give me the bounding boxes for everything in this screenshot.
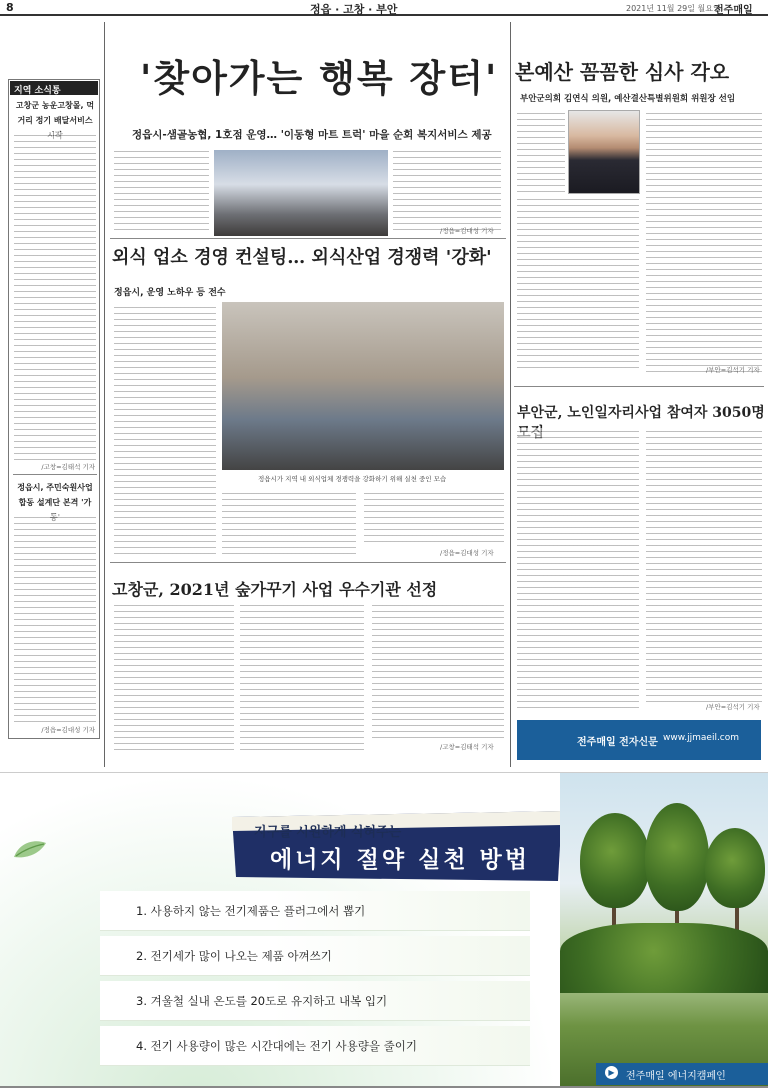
lead-signature: /정읍=김대성 기자 [440,227,494,235]
promo-name: 전주매일 전자신문 [577,737,658,748]
e-newspaper-promo [517,720,761,760]
story1-signature: /고창=김태석 기자 [41,463,95,471]
tip-text: 2. 전기세가 많이 나오는 제품 아껴쓰기 [136,949,332,963]
restaurant-signature: /정읍=김대성 기자 [440,549,494,557]
councillor-portrait [568,110,640,194]
list-item [100,891,530,931]
page-number: 8 [6,1,14,14]
list-item [100,1026,530,1066]
tree-icon [705,828,765,908]
tree-icon [645,803,709,911]
divider [514,386,764,387]
lead-subheadline: 정읍시-샘골농협, 1호점 운영… '이동형 마트 트럭' 마을 순회 복지서비스 제공 [132,129,492,141]
restaurant-headline: 외식 업소 경영 컨설팅… 외식산업 경쟁력 '강화' [112,247,492,268]
tip-text: 3. 겨울철 실내 온도를 20도로 유지하고 내복 입기 [136,994,388,1008]
lead-headline: '찾아가는 행복 장터' [140,56,499,100]
masthead [0,0,768,16]
divider [13,474,97,475]
list-item [100,981,530,1021]
jobs-body-col2 [646,428,762,704]
section-title: 정읍 · 고창 · 부안 [310,3,398,16]
forest-signature: /고창=김태석 기자 [440,743,494,751]
lead-body-col3 [393,148,501,232]
ad-footer-text: 전주매일 에너지캠페인 [626,1071,726,1082]
restaurant-byline: 정읍시, 운영 노하우 등 전수 [114,288,226,298]
restaurant-body-col3 [364,490,504,544]
tree-icon [580,813,650,908]
play-icon: ▶ [605,1066,618,1079]
lead-body-col1 [114,148,209,234]
lead-photo [214,150,388,236]
local-news-box [8,79,100,739]
paper-name: 전주매일 [714,5,753,16]
jobs-body-col1 [517,428,639,710]
column-rule [510,22,511,767]
local-news-label: 지역 소식통 [10,81,98,95]
story2-headline: 정읍시, 주민숙원사업 합동 설계단 본격 '가 [17,483,93,507]
ad-title: 에너지 절약 실천 방법 [270,847,530,873]
story2-body [14,514,96,722]
restaurant-body-col1 [114,304,216,556]
restaurant-photo-caption: 정읍시가 지역 내 외식업체 경쟁력을 강화하기 위해 실천 중인 모습 [258,475,447,483]
energy-campaign-ad [0,772,768,1088]
restaurant-body-col2 [222,490,356,556]
forest-body-col3 [372,602,504,740]
story1-body [14,132,96,460]
budget-body-col1b [517,196,639,370]
budget-subheadline: 부안군의회 김연식 의원, 예산결산특별위원회 위원장 선임 [520,94,736,104]
budget-headline: 본예산 꼼꼼한 심사 각오 [515,60,730,84]
budget-body-col2 [646,110,762,372]
issue-date: 2021년 11월 29일 월요일 [626,4,721,13]
jobs-headline: 부안군, 노인일자리사업 참여자 3050명 [517,405,765,421]
story2-signature: /정읍=김대성 기자 [41,726,95,734]
leaf-icon [10,837,50,861]
budget-signature: /부안=김석기 기자 [706,366,760,374]
restaurant-photo [222,302,504,470]
jobs-signature: /부안=김석기 기자 [706,703,760,711]
story1-headline: 고창군 농운고창몰, 먹거리 정기 배달서비스 [15,101,95,125]
tip-text: 4. 전기 사용량이 많은 시간대에는 전기 사용량을 줄이기 [136,1039,417,1053]
budget-body-col1a [517,110,565,194]
forest-body-col1 [114,602,234,750]
divider [110,238,506,239]
list-item [100,936,530,976]
forest-body-col2 [240,602,364,750]
divider [110,562,506,563]
column-rule [104,22,105,767]
ad-slogan: 지구를 시원하게 식혀주는 [254,825,402,840]
forest-headline: 고창군, 2021년 숲가꾸기 사업 우수기관 선정 [112,580,438,599]
tip-text: 1. 사용하지 않는 전기제품은 플러그에서 뽑기 [136,904,366,918]
promo-url[interactable]: www.jjmaeil.com [663,733,740,743]
shrub-icon [560,923,768,993]
